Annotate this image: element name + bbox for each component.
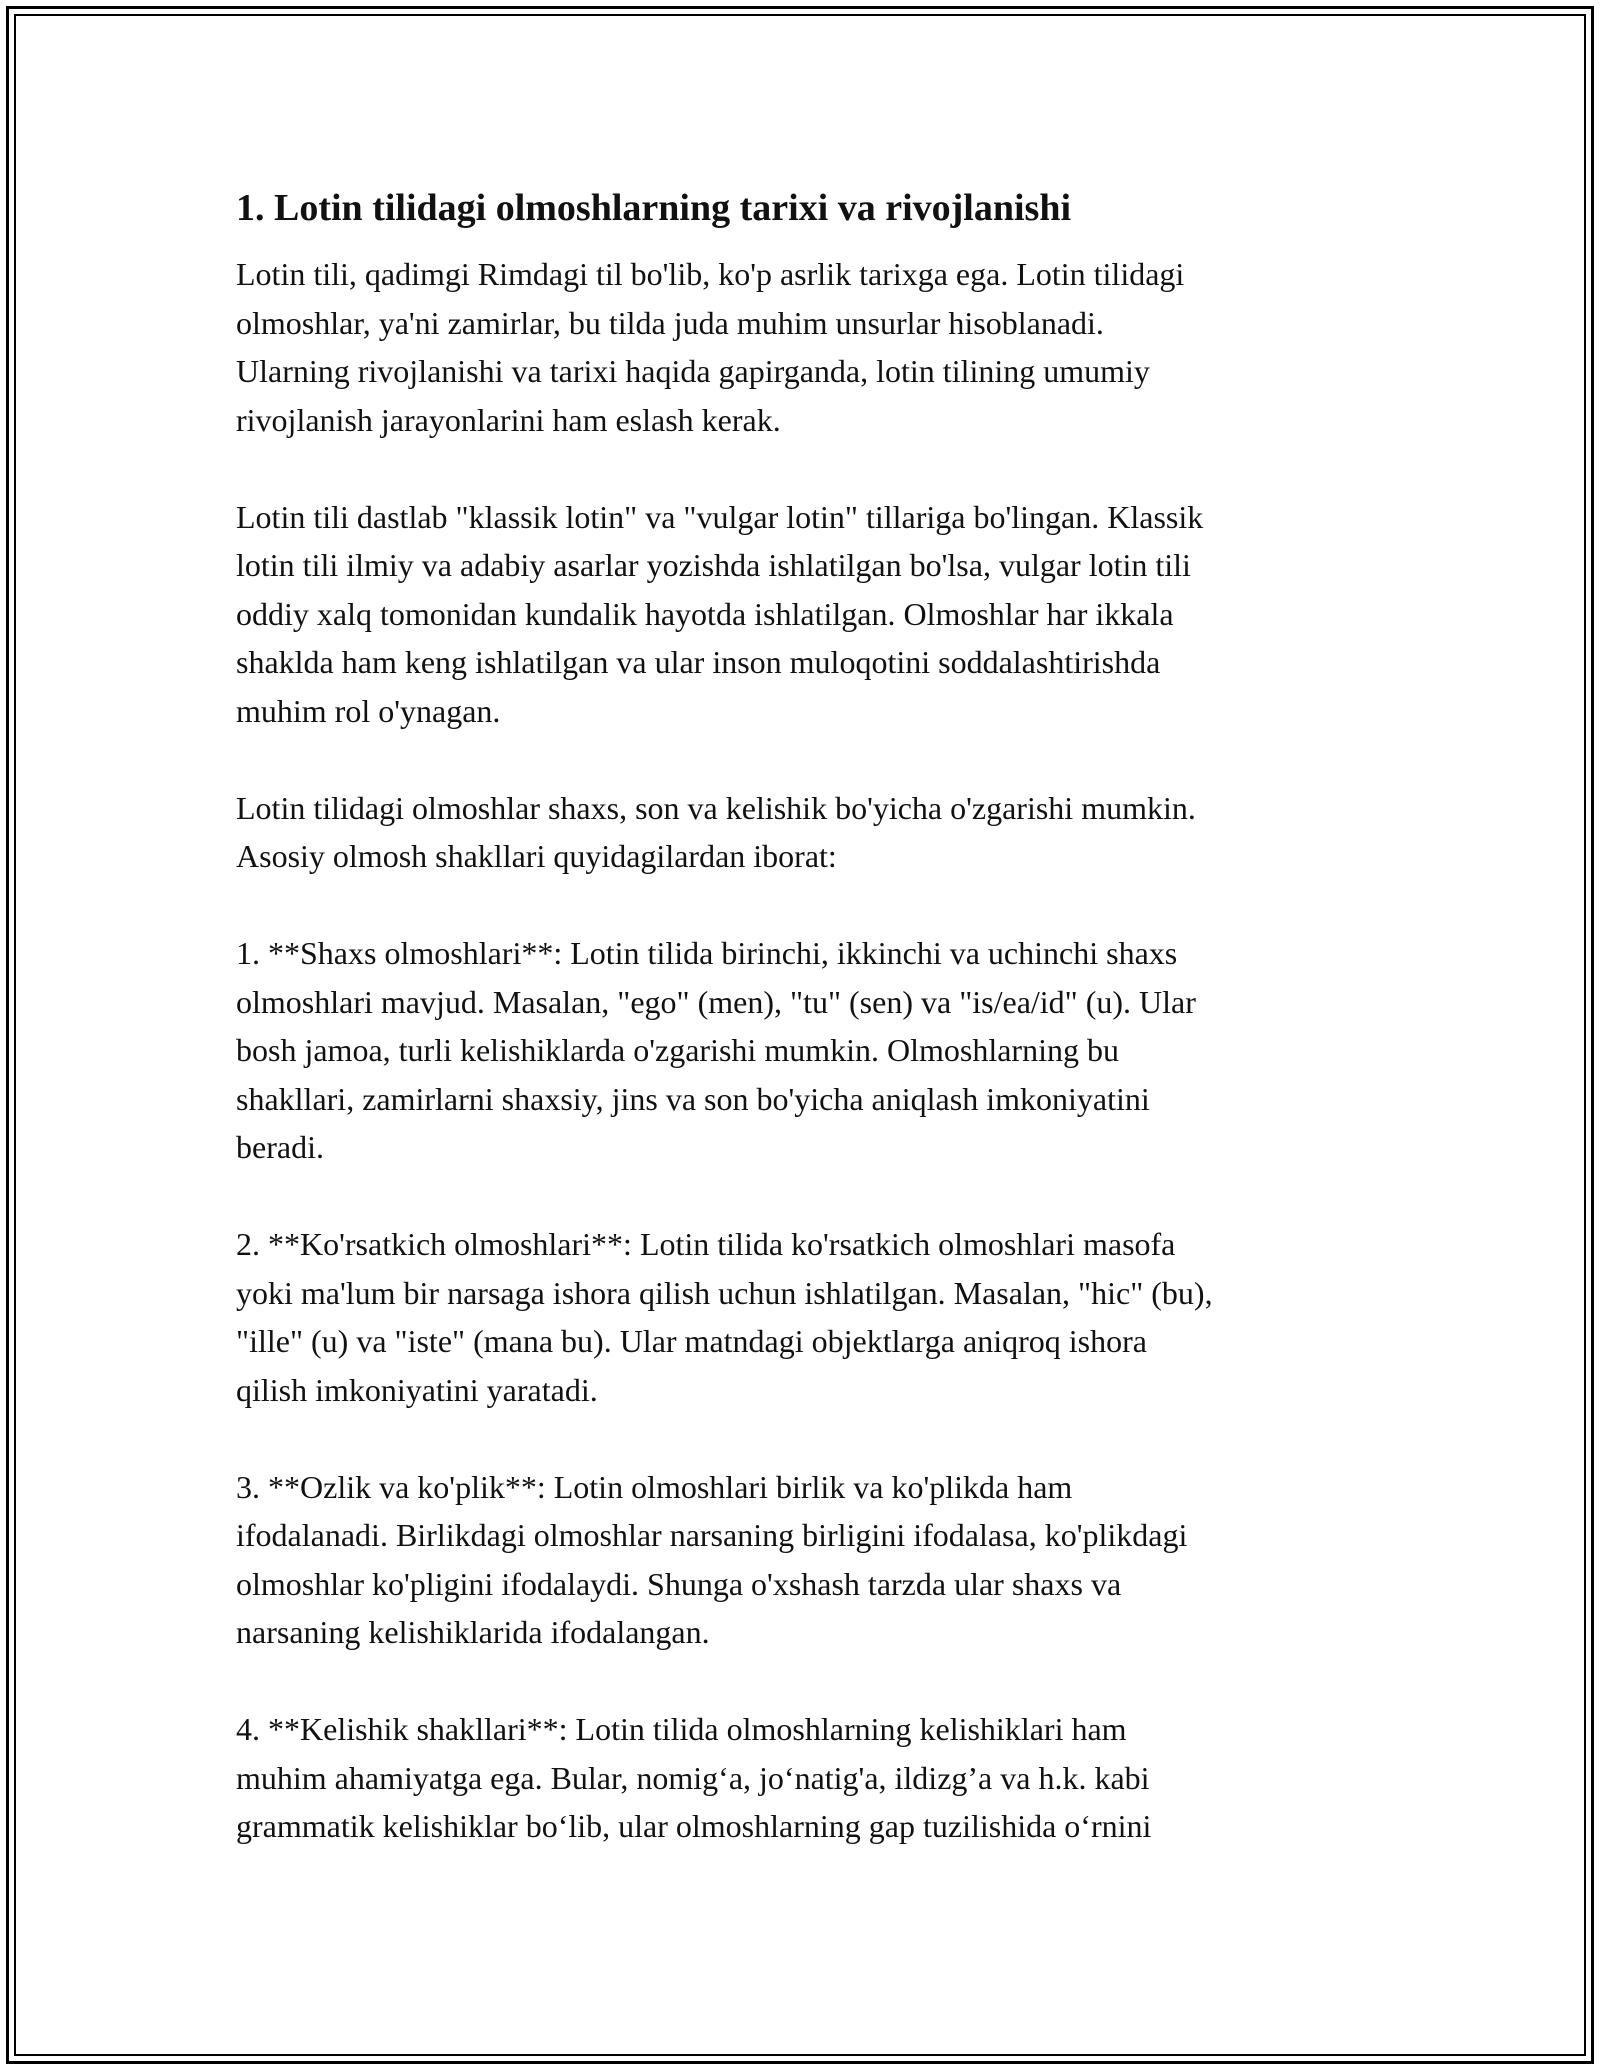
list-item-demonstrative-pronouns <box>236 1220 1366 1414</box>
text-line: Ularning rivojlanishi va tarixi haqida gapirganda, lotin tilining umumiy <box>236 353 1150 389</box>
paragraph-classical-vulgar <box>236 493 1366 736</box>
text-line: oddiy xalq tomonidan kundalik hayotda ishlatilgan. Olmoshlar har ikkala <box>236 595 1174 632</box>
paragraph-forms-intro <box>236 784 1366 881</box>
list-item-singular-plural <box>236 1463 1366 1657</box>
list-item-case-forms <box>236 1705 1366 1851</box>
text-line: Asosiy olmosh shakllari quyidagilardan iborat: <box>236 838 837 874</box>
text-line: 4. **Kelishik shakllari**: Lotin tilida olmoshlarning kelishiklari ham <box>236 1711 1127 1747</box>
text-line: muhim rol o'ynagan. <box>236 692 501 729</box>
text-line: "ille" (u) va "iste" (mana bu). Ular matndagi objektlarga aniqroq ishora <box>236 1323 1147 1359</box>
text-line: 1. **Shaxs olmoshlari**: Lotin tilida birinchi, ikkinchi va uchinchi shaxs <box>236 935 1178 971</box>
text-line: olmoshlari mavjud. Masalan, "ego" (men), "tu" (sen) va "is/ea/id" (u). Ular <box>236 983 1196 1020</box>
section-heading: 1. Lotin tilidagi olmoshlarning tarixi va rivojlanishi <box>236 187 1072 229</box>
text-line: Lotin tili, qadimgi Rimdagi til bo'lib, ko'p asrlik tarixga ega. Lotin tilidagi <box>236 256 1185 292</box>
text-line: muhim ahamiyatga ega. Bular, nomig‘a, jo‘natig'a, ildizg’a va h.k. kabi <box>236 1759 1150 1796</box>
text-line: 2. **Ko'rsatkich olmoshlari**: Lotin tilida ko'rsatkich olmoshlari masofa <box>236 1226 1176 1262</box>
text-line: yoki ma'lum bir narsaga ishora qilish uchun ishlatilgan. Masalan, "hic" (bu), <box>236 1274 1213 1311</box>
text-line: ifodalanadi. Birlikdagi olmoshlar narsaning birligini ifodalasa, ko'plikdagi <box>236 1517 1188 1553</box>
text-line: grammatik kelishiklar bo‘lib, ular olmoshlarning gap tuzilishida o‘rnini <box>236 1808 1152 1844</box>
document-body <box>236 184 1366 1851</box>
text-line: lotin tili ilmiy va adabiy asarlar yozishda ishlatilgan bo'lsa, vulgar lotin tili <box>236 547 1191 583</box>
text-line: shaklda ham keng ishlatilgan va ular inson muloqotini soddalashtirishda <box>236 644 1161 680</box>
text-line: narsaning kelishiklarida ifodalangan. <box>236 1614 710 1650</box>
text-line: olmoshlar ko'pligini ifodalaydi. Shunga o'xshash tarzda ular shaxs va <box>236 1565 1122 1602</box>
text-line: Lotin tili dastlab "klassik lotin" va "vulgar lotin" tillariga bo'lingan. Klassik <box>236 498 1204 535</box>
text-line: Lotin tilidagi olmoshlar shaxs, son va kelishik bo'yicha o'zgarishi mumkin. <box>236 789 1196 826</box>
text-line: beradi. <box>236 1129 324 1165</box>
text-line: shakllari, zamirlarni shaxsiy, jins va son bo'yicha aniqlash imkoniyatini <box>236 1080 1150 1117</box>
text-line: olmoshlar, ya'ni zamirlar, bu tilda juda muhim unsurlar hisoblanadi. <box>236 304 1104 341</box>
text-line: qilish imkoniyatini yaratadi. <box>236 1371 598 1408</box>
paragraph-intro <box>236 250 1366 444</box>
text-line: rivojlanish jarayonlarini ham eslash kerak. <box>236 401 781 438</box>
list-item-personal-pronouns <box>236 929 1366 1172</box>
text-line: 3. **Ozlik va ko'plik**: Lotin olmoshlari birlik va ko'plikda ham <box>236 1468 1073 1505</box>
text-line: bosh jamoa, turli kelishiklarda o'zgarishi mumkin. Olmoshlarning bu <box>236 1032 1119 1068</box>
